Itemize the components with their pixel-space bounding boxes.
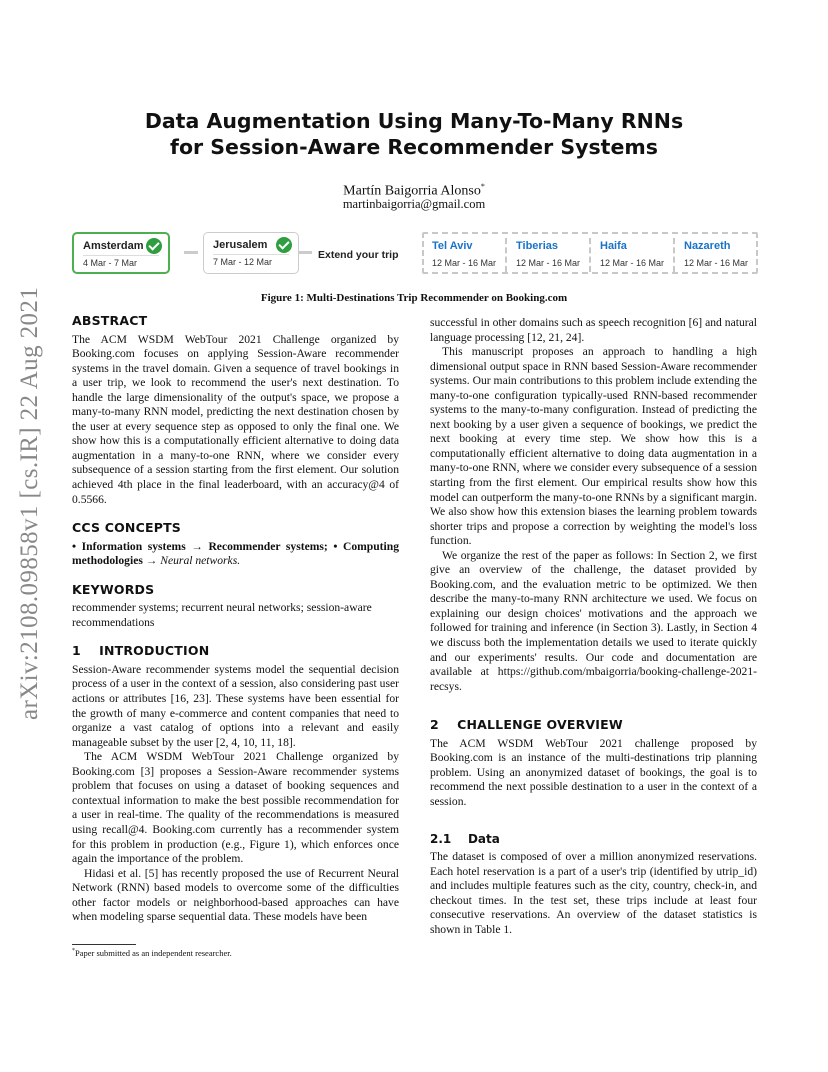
suggestion-dates: 12 Mar - 16 Mar bbox=[600, 258, 665, 268]
suggestion-separator bbox=[505, 238, 507, 272]
booked-card-amsterdam bbox=[72, 232, 170, 274]
suggestion-card-haifa[interactable] bbox=[592, 234, 672, 272]
booked-dates: 4 Mar - 7 Mar bbox=[83, 258, 138, 268]
connector-dash bbox=[298, 251, 312, 254]
ccs-text bbox=[72, 540, 399, 569]
intro-paragraph-2: The ACM WSDM WebTour 2021 Challenge organized by Booking.com [3] proposes a Session-Aware recommender systems problem that focuses on using a dataset of booking sequences and contextual information to make the best possible recommendation for a user in real-time. The quality of the recommendations is measured using recall@4. Booking.com currently has a recommender system for this problem in production (e.g., Figure 1), which enforces once again the importance of the problem. bbox=[72, 750, 399, 866]
check-icon bbox=[146, 238, 162, 254]
booked-dates: 7 Mar - 12 Mar bbox=[213, 257, 273, 267]
arxiv-stamp: arXiv:2108.09858v1 [cs.IR] 22 Aug 2021 bbox=[16, 286, 43, 720]
right-paragraph-2: This manuscript proposes an approach to handling a high dimensional output space in RNN based Session-Aware recommender systems. Our main contributions to this problem include extending the many-to-one configuration typically-used RNN-based recommender systems to the many-to-many configuration. Instead of predicting the next booking by a user given a sequence of bookings, we predict the next booking at every time step. We show how this is a computationally efficient alternative to doing data augmentation in a many-to-one RNN, where we consider every subsequence of a session starting from the first element. Our empirical results show how this model can outperform the many-to-one RNNs by a significant margin. We also show how this extension biases the learning problem towards shorter trips and propose a correction by weighting the model's loss function. bbox=[430, 345, 757, 548]
connector-dash bbox=[184, 251, 198, 254]
footnote-rule bbox=[72, 944, 136, 945]
author-footnote-mark: * bbox=[480, 182, 485, 191]
suggestion-dates: 12 Mar - 16 Mar bbox=[432, 258, 497, 268]
challenge-heading: 2 CHALLENGE OVERVIEW bbox=[430, 717, 623, 733]
suggestion-city: Haifa bbox=[600, 240, 627, 252]
intro-paragraph-1: Session-Aware recommender systems model the sequential decision process of a user in the context of a session, also considering past user actions or attributes [16, 23]. These systems have been essential for the growth of many e-commerce and content companies that need to organize a vast catalog of options into a relevant and easily manageable subset by the user [2, 4, 10, 11, 18]. bbox=[72, 662, 399, 749]
ccs-term-1: • Information systems → Recommender systems; bbox=[72, 539, 328, 553]
card-divider bbox=[213, 254, 289, 255]
suggestions-group bbox=[422, 232, 758, 274]
suggestion-card-tel-aviv[interactable] bbox=[424, 234, 504, 272]
intro-paragraph-3: Hidasi et al. [5] has recently proposed the use of Recurrent Neural Network (RNN) based models to overcome some of the difficulties other factor models or neighborhood-based approaches can have when modeling sparse sequential data. These models have been bbox=[72, 866, 399, 924]
keywords-text: recommender systems; recurrent neural networks; session-aware recommendations bbox=[72, 601, 372, 629]
figure-caption: Figure 1: Multi-Destinations Trip Recommender on Booking.com bbox=[260, 292, 568, 304]
data-heading: 2.1 Data bbox=[430, 831, 500, 846]
footnote bbox=[72, 948, 232, 958]
footnote-text: Paper submitted as an independent researcher. bbox=[75, 948, 232, 958]
booked-city: Jerusalem bbox=[213, 239, 268, 251]
data-paragraph: The dataset is composed of over a million anonymized reservations. Each hotel reservation is a part of a user's trip (identified by utrip_id) and includes multiple features such as the city, country, check-in, and checkout times. In the test set, these trips include at least four consecutive reservations. An overview of the dataset statistics is shown in Table 1. bbox=[430, 850, 757, 936]
author-email: martinbaigorria@gmail.com bbox=[342, 197, 486, 211]
booked-city: Amsterdam bbox=[83, 240, 144, 252]
ccs-heading: CCS CONCEPTS bbox=[72, 520, 181, 536]
suggestion-separator bbox=[673, 238, 675, 272]
title-line-1: Data Augmentation Using Many-To-Many RNNs bbox=[144, 109, 684, 133]
challenge-paragraph: The ACM WSDM WebTour 2021 challenge proposed by Booking.com is an instance of the multi-destinations trip planning problem. Using an anonymized dataset of bookings, the goal is to recommend the next possible destination to a user in the context of a session. bbox=[430, 736, 757, 808]
intro-heading: 1 INTRODUCTION bbox=[72, 643, 210, 659]
right-paragraph-1: successful in other domains such as speech recognition [6] and natural language processing [12, 21, 24]. bbox=[430, 316, 757, 344]
author-text: Martín Baigorria Alonso bbox=[343, 183, 481, 199]
suggestion-separator bbox=[589, 238, 591, 272]
ccs-term-3: Neural networks. bbox=[160, 554, 241, 568]
paper-title bbox=[0, 108, 828, 160]
footnote-mark: * bbox=[72, 948, 75, 955]
right-paragraph-3: We organize the rest of the paper as follows: In Section 2, we first give an overview of the challenge, the dataset provided by Booking.com, and the evaluation metric to be optimized. We then describe the many-to-many RNN architecture we used. We focus on explaining our design choices' motivations and the approach we followed for training and inference (in Section 3). Lastly, in Section 4 we discuss both the implementation details we used to iterate quickly and our experiments' results. Our code and documentation are available at https://github.com/mbaigorria/booking-challenge-2021-recsys. bbox=[430, 548, 757, 693]
suggestion-city: Tiberias bbox=[516, 240, 558, 252]
suggestion-city: Nazareth bbox=[684, 240, 731, 252]
card-divider bbox=[83, 255, 159, 256]
suggestion-card-nazareth[interactable] bbox=[676, 234, 756, 272]
booked-card-jerusalem bbox=[203, 232, 299, 274]
check-icon bbox=[276, 237, 292, 253]
ccs-term-2: • Computing methodologies → bbox=[72, 539, 399, 568]
figure-trip-recommender bbox=[72, 232, 756, 278]
extend-trip-label[interactable]: Extend your trip bbox=[318, 249, 399, 261]
suggestion-dates: 12 Mar - 16 Mar bbox=[516, 258, 581, 268]
keywords-heading: KEYWORDS bbox=[72, 581, 155, 597]
title-line-2: for Session-Aware Recommender Systems bbox=[170, 135, 658, 159]
suggestion-dates: 12 Mar - 16 Mar bbox=[684, 258, 749, 268]
right-column bbox=[430, 316, 757, 937]
left-column bbox=[72, 314, 399, 925]
suggestion-city: Tel Aviv bbox=[432, 240, 473, 252]
abstract-text: The ACM WSDM WebTour 2021 Challenge organized by Booking.com focuses on applying Session-Aware recommender systems in the travel domain. Given a sequence of travel bookings in a user trip, we look to recommend the user's next destination. To handle the large dimensionality of the output's space, we propose a many-to-many RNN model, predicting the next destination chosen by the user at every sequence step as opposed to only the final one. We show how this is a computationally efficient alternative to doing data augmentation in a many-to-one RNN, where we consider every subsequence of a session starting from the first element. Our solution achieved 4th place in the final leaderboard, with an accuracy@4 of 0.5566. bbox=[72, 332, 399, 506]
suggestion-card-tiberias[interactable] bbox=[508, 234, 588, 272]
abstract-heading: ABSTRACT bbox=[72, 313, 148, 328]
